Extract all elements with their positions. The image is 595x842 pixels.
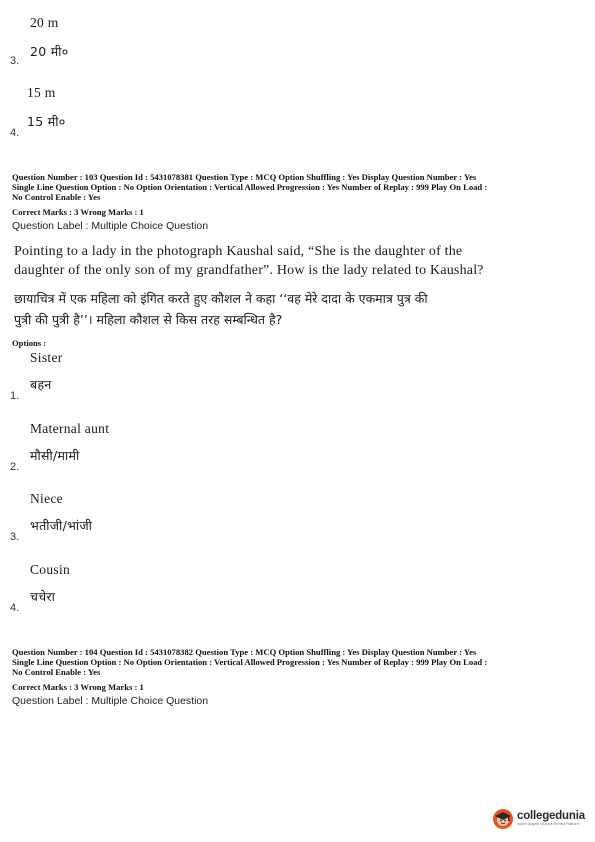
q103-option-3-en: Niece — [30, 491, 63, 506]
logo-tagline: India's largest Student Review Platform — [517, 822, 580, 827]
q103-question-label: Question Label : Multiple Choice Question — [12, 220, 209, 232]
q103-option-2-hi: मौसी/मामी — [30, 448, 80, 463]
q103-option-1-en: Sister — [30, 350, 63, 365]
q103-text-hi-line2: पुत्री की पुत्री है’’। महिला कौशल से किस तरह सम्बन्धित है? — [14, 312, 283, 327]
q103-meta-line3: No Control Enable : Yes — [12, 192, 101, 202]
q103-option-4-hi: चचेरा — [30, 589, 56, 604]
prev-option-3-hi: 20 मी० — [30, 44, 69, 59]
q103-option-1-number: 1. — [10, 390, 20, 402]
q103-meta-line1: Question Number : 103 Question Id : 5431078381 Question Type : MCQ Option Shuffling : Yes Display Question Number : Yes — [12, 172, 477, 182]
q103-option-3-number: 3. — [10, 531, 20, 543]
q103-meta-line2: Single Line Question Option : No Option Orientation : Vertical Allowed Progression : Yes Number of Replay : 999 Play On Load : — [12, 182, 488, 192]
q103-option-2-en: Maternal aunt — [30, 421, 110, 436]
q103-option-3-hi: भतीजी/भांजी — [30, 518, 93, 533]
q103-marks: Correct Marks : 3 Wrong Marks : 1 — [12, 207, 144, 217]
q103-text-en-line1: Pointing to a lady in the photograph Kaushal said, “She is the daughter of the — [14, 244, 463, 259]
graduation-cap-icon — [492, 808, 514, 830]
q104-meta-line1: Question Number : 104 Question Id : 5431078382 Question Type : MCQ Option Shuffling : Yes Display Question Number : Yes — [12, 647, 477, 657]
prev-option-3-en: 20 m — [30, 15, 59, 30]
q103-option-4-number: 4. — [10, 602, 20, 614]
q103-options-label: Options : — [12, 338, 47, 348]
prev-option-4-number: 4. — [10, 127, 20, 139]
q104-meta-line3: No Control Enable : Yes — [12, 667, 101, 677]
q104-meta-line2: Single Line Question Option : No Option Orientation : Vertical Allowed Progression : Yes Number of Replay : 999 Play On Load : — [12, 657, 488, 667]
q103-text-en-line2: daughter of the only son of my grandfather”. How is the lady related to Kaushal? — [14, 263, 484, 278]
q104-marks: Correct Marks : 3 Wrong Marks : 1 — [12, 682, 144, 692]
q104-question-label: Question Label : Multiple Choice Question — [12, 695, 209, 707]
prev-option-4-hi: 15 मी० — [27, 114, 66, 129]
q103-option-2-number: 2. — [10, 461, 20, 473]
collegedunia-logo — [492, 804, 590, 834]
q103-text-hi-line1: छायाचित्र में एक महिला को इंगित करते हुए कौशल ने कहा ‘‘वह मेरे दादा के एकमात्र पुत्र की — [14, 291, 428, 306]
q103-option-1-hi: बहन — [30, 377, 52, 392]
prev-option-4-en: 15 m — [27, 85, 56, 100]
logo-wordmark: collegedunia — [517, 809, 585, 822]
q103-option-4-en: Cousin — [30, 562, 71, 577]
prev-option-3-number: 3. — [10, 55, 20, 67]
